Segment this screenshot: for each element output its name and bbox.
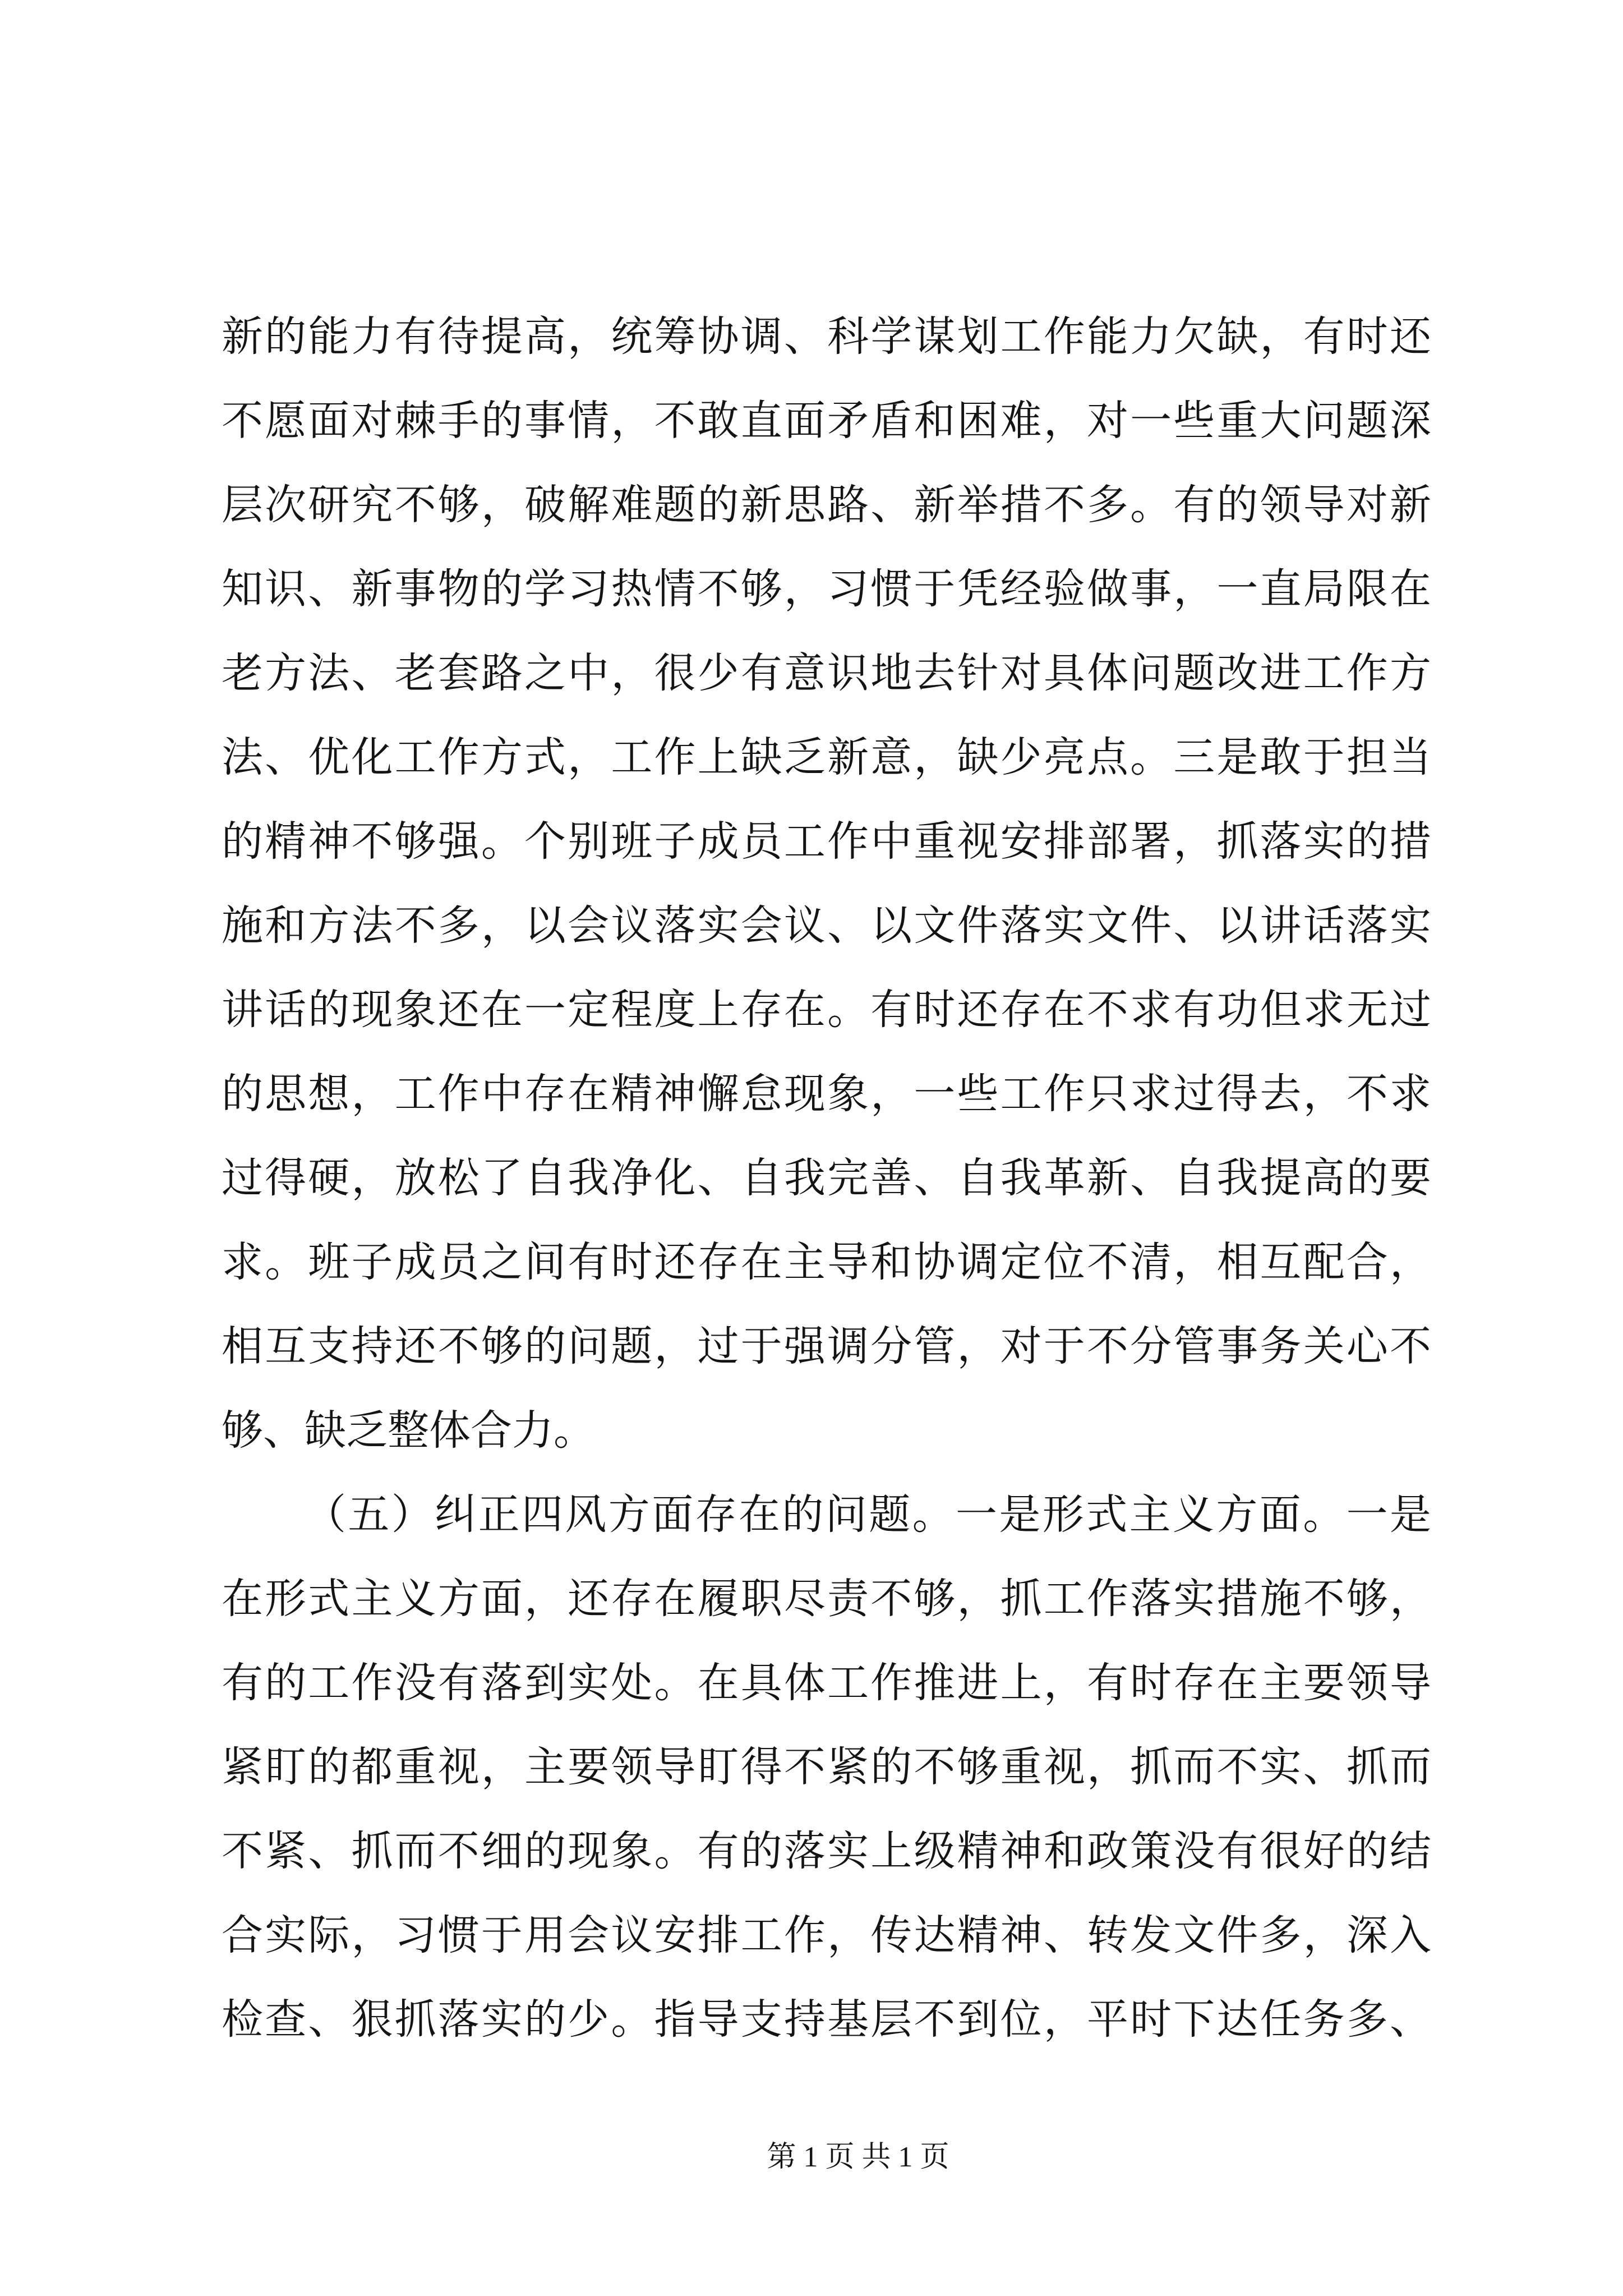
page-footer: 第 1 页 共 1 页 <box>767 2141 949 2173</box>
text-line: 在形式主义方面，还存在履职尽责不够，抓工作落实措施不够， <box>222 1575 1431 1623</box>
text-line: 有的工作没有落到实处。在具体工作推进上，有时存在主要领导 <box>222 1659 1431 1707</box>
body-text <box>222 295 1431 2062</box>
text-line: 层次研究不够，破解难题的新思路、新举措不多。有的领导对新 <box>222 481 1431 529</box>
text-line: 过得硬，放松了自我净化、自我完善、自我革新、自我提高的要 <box>222 1154 1431 1202</box>
text-line: 够、缺乏整体合力。 <box>222 1406 595 1455</box>
text-line: 老方法、老套路之中，很少有意识地去针对具体问题改进工作方 <box>222 649 1431 697</box>
paragraph <box>222 295 1431 1473</box>
text-line: 检查、狠抓落实的少。指导支持基层不到位，平时下达任务多、 <box>222 1995 1431 2044</box>
text-line: 不紧、抓而不细的现象。有的落实上级精神和政策没有很好的结 <box>222 1827 1431 1875</box>
text-line: （五）纠正四风方面存在的问题。一是形式主义方面。一是 <box>305 1490 1431 1539</box>
paragraph <box>222 1473 1431 2062</box>
text-line: 相互支持还不够的问题，过于强调分管，对于不分管事务关心不 <box>222 1322 1431 1370</box>
text-line: 法、优化工作方式，工作上缺乏新意，缺少亮点。三是敢于担当 <box>222 733 1431 781</box>
text-line: 紧盯的都重视，主要领导盯得不紧的不够重视，抓而不实、抓而 <box>222 1743 1431 1791</box>
text-line: 合实际，习惯于用会议安排工作，传达精神、转发文件多，深入 <box>222 1911 1431 1959</box>
text-line: 的思想，工作中存在精神懈怠现象，一些工作只求过得去，不求 <box>222 1070 1431 1118</box>
text-line: 施和方法不多，以会议落实会议、以文件落实文件、以讲话落实 <box>222 901 1431 950</box>
text-line: 新的能力有待提高，统筹协调、科学谋划工作能力欠缺，有时还 <box>222 312 1431 361</box>
text-line: 知识、新事物的学习热情不够，习惯于凭经验做事，一直局限在 <box>222 565 1431 613</box>
text-line: 讲话的现象还在一定程度上存在。有时还存在不求有功但求无过 <box>222 986 1431 1034</box>
text-line: 不愿面对棘手的事情，不敢直面矛盾和困难，对一些重大问题深 <box>222 397 1431 445</box>
text-line: 求。班子成员之间有时还存在主导和协调定位不清，相互配合， <box>222 1238 1431 1286</box>
text-line: 的精神不够强。个别班子成员工作中重视安排部署，抓落实的措 <box>222 817 1431 866</box>
